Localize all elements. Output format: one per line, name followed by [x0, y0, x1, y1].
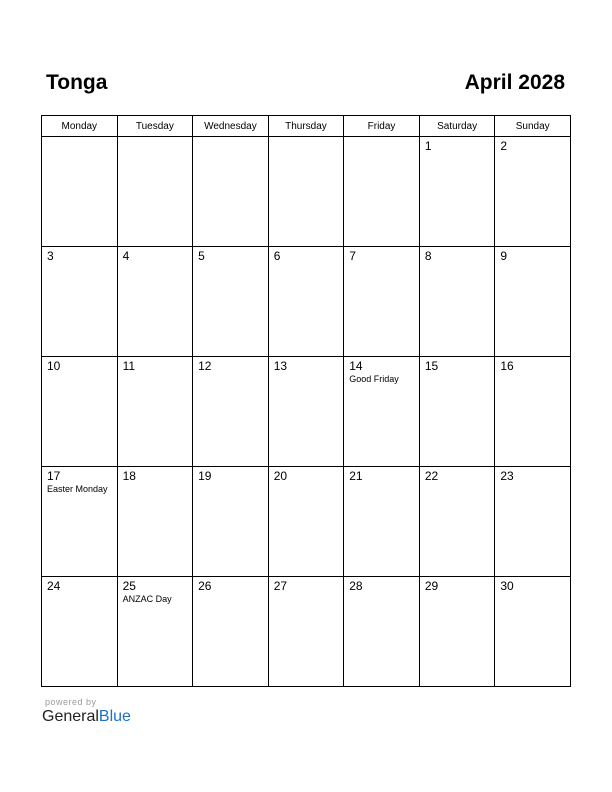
week-row [42, 467, 571, 577]
day-cell [419, 357, 495, 467]
week-row [42, 577, 571, 687]
day-number: 9 [500, 249, 508, 263]
day-cell [193, 137, 269, 247]
day-cell [419, 577, 495, 687]
day-cell [193, 247, 269, 357]
weekday-header: Sunday [495, 116, 571, 137]
day-number: 19 [198, 469, 212, 483]
day-cell [117, 137, 193, 247]
day-number: 29 [424, 579, 439, 593]
day-number: 16 [500, 359, 514, 373]
weekday-header-row [42, 116, 571, 137]
month-title: April 2028 [464, 71, 565, 94]
day-cell [419, 467, 495, 577]
day-cell [419, 137, 495, 247]
day-number: 24 [47, 579, 61, 593]
day-number: 10 [47, 359, 61, 373]
calendar-grid [41, 115, 571, 687]
day-number: 1 [424, 139, 432, 153]
day-cell [268, 357, 344, 467]
day-cell [495, 357, 571, 467]
day-cell [42, 357, 118, 467]
brand-name-part1: General [42, 708, 99, 725]
brand-name-part2: Blue [98, 708, 131, 725]
day-number: 14 [349, 359, 363, 373]
day-cell [117, 467, 193, 577]
weekday-header: Saturday [419, 116, 495, 137]
holiday-label: Good Friday [349, 374, 399, 384]
day-number [193, 137, 268, 140]
day-cell [344, 577, 420, 687]
holiday-label: Easter Monday [47, 484, 108, 494]
day-cell [42, 137, 118, 247]
weekday-header: Friday [344, 116, 420, 137]
day-number [269, 137, 344, 140]
day-number: 28 [349, 579, 363, 593]
day-cell [268, 467, 344, 577]
day-cell [42, 467, 118, 577]
generalblue-logo[interactable] [42, 708, 131, 726]
day-cell [268, 577, 344, 687]
day-number: 25 [122, 579, 136, 593]
country-title: Tonga [46, 71, 108, 94]
day-number: 13 [273, 359, 288, 373]
day-number: 11 [122, 359, 136, 373]
day-number [42, 137, 117, 140]
day-cell [344, 137, 420, 247]
week-row [42, 247, 571, 357]
day-number: 4 [122, 249, 130, 263]
day-number: 30 [500, 579, 514, 593]
day-cell [117, 247, 193, 357]
day-number: 20 [273, 469, 288, 483]
day-number: 7 [349, 249, 356, 263]
day-cell [268, 247, 344, 357]
day-cell [344, 357, 420, 467]
day-number: 3 [47, 249, 54, 263]
holiday-label: ANZAC Day [122, 594, 172, 604]
day-cell [495, 467, 571, 577]
day-cell [42, 247, 118, 357]
day-cell [268, 137, 344, 247]
day-number: 18 [122, 469, 136, 483]
weekday-header: Wednesday [193, 116, 269, 137]
day-number: 8 [424, 249, 432, 263]
day-cell [193, 577, 269, 687]
day-cell [495, 247, 571, 357]
weekday-header: Monday [42, 116, 118, 137]
day-number [344, 137, 419, 140]
day-cell [117, 577, 193, 687]
day-cell [193, 467, 269, 577]
day-number: 22 [424, 469, 439, 483]
day-cell [42, 577, 118, 687]
day-number: 26 [198, 579, 212, 593]
day-number: 15 [424, 359, 439, 373]
day-number: 17 [47, 469, 61, 483]
day-number: 6 [273, 249, 281, 263]
week-row [42, 137, 571, 247]
day-cell [117, 357, 193, 467]
day-number: 2 [500, 139, 508, 153]
day-cell [419, 247, 495, 357]
day-number [118, 137, 193, 140]
day-number: 12 [198, 359, 212, 373]
week-row [42, 357, 571, 467]
day-cell [344, 467, 420, 577]
day-number: 5 [198, 249, 205, 263]
day-number: 27 [273, 579, 288, 593]
day-cell [495, 137, 571, 247]
day-cell [344, 247, 420, 357]
day-cell [193, 357, 269, 467]
powered-by-text: powered by [45, 697, 97, 707]
day-number: 21 [349, 469, 363, 483]
day-number: 23 [500, 469, 514, 483]
day-cell [495, 577, 571, 687]
weekday-header: Thursday [268, 116, 344, 137]
weekday-header: Tuesday [117, 116, 193, 137]
